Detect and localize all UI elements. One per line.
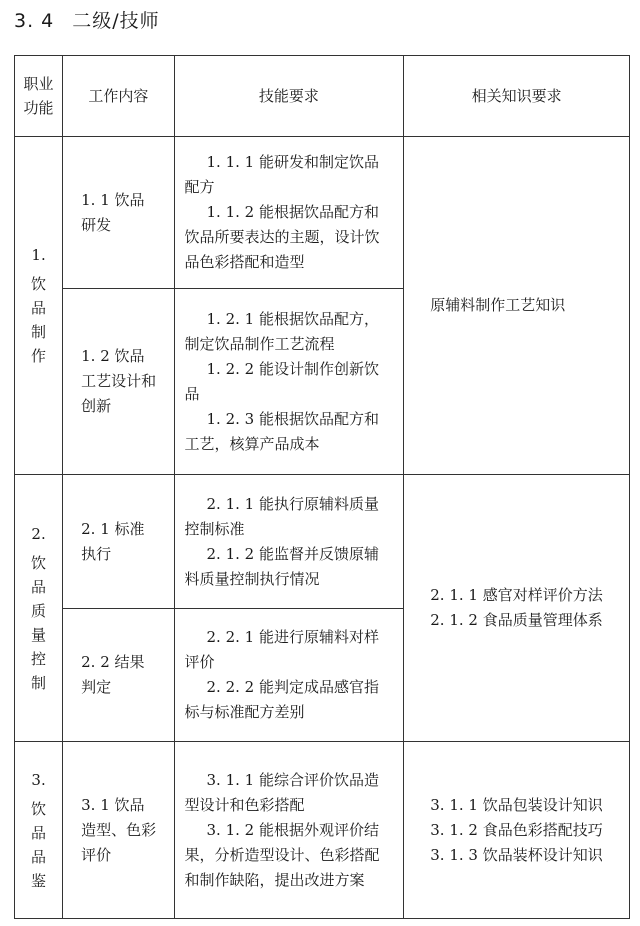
header-skills: 技能要求: [174, 56, 404, 137]
skill-item: 1. 1. 2 能根据饮品配方和饮品所要表达的主题，设计饮品色彩搭配和造型: [184, 203, 380, 271]
skill-item: 3. 1. 2 能根据外观评价结果，分析造型设计、色彩搭配和制作缺陷，提出改进方案: [184, 820, 380, 889]
knowledge-item: 3. 1. 1 饮品包装设计知识: [430, 795, 603, 814]
knowledge-item: 2. 1. 2 食品质量管理体系: [430, 611, 603, 629]
skill-item: 2. 1. 1 能执行原辅料质量控制标准: [184, 494, 379, 538]
skill-item: 1. 1. 1 能研发和制定饮品配方: [184, 153, 379, 196]
table-header-row: [15, 56, 630, 137]
skill-item: 2. 2. 2 能判定成品感官指标与标准配方差别: [184, 678, 379, 721]
skill-item: 1. 2. 1 能根据饮品配方，制定饮品制作工艺流程: [184, 309, 379, 353]
knowledge-item: 3. 1. 3 饮品装杯设计知识: [430, 845, 603, 864]
header-content: 工作内容: [63, 56, 174, 137]
function-cell: 1. 饮 品 制 作: [15, 137, 63, 475]
table-row: [15, 137, 630, 289]
content-cell: 1. 2 饮品 工艺设计和 创新: [63, 289, 174, 475]
function-cell: 3. 饮 品 品 鉴: [15, 742, 63, 919]
knowledge-cell: [404, 475, 630, 742]
skills-cell: [174, 609, 404, 742]
skill-item: 1. 2. 3 能根据饮品配方和工艺，核算产品成本: [184, 409, 379, 453]
table-row: [15, 475, 630, 609]
skills-cell: [174, 475, 404, 609]
section-title: 二级/技师: [72, 10, 160, 32]
knowledge-cell: [404, 137, 630, 475]
header-function: 职业 功能: [15, 56, 63, 137]
header-knowledge: 相关知识要求: [404, 56, 630, 137]
skills-cell: [174, 137, 404, 289]
section-heading: [14, 6, 160, 33]
skill-item: 1. 2. 2 能设计制作创新饮品: [184, 359, 379, 403]
content-cell: 3. 1 饮品 造型、色彩 评价: [63, 742, 174, 919]
function-cell: 2. 饮 品 质 量 控 制: [15, 475, 63, 742]
content-cell: 1. 1 饮品 研发: [63, 137, 174, 289]
skills-table: [14, 55, 630, 919]
content-cell: 2. 1 标准 执行: [63, 475, 174, 609]
skills-cell: [174, 742, 404, 919]
table-row: [15, 742, 630, 919]
knowledge-item: 3. 1. 2 食品色彩搭配技巧: [430, 820, 603, 839]
content-cell: 2. 2 结果 判定: [63, 609, 174, 742]
knowledge-item: 2. 1. 1 感官对样评价方法: [430, 586, 603, 604]
skill-item: 3. 1. 1 能综合评价饮品造型设计和色彩搭配: [184, 770, 379, 814]
knowledge-cell: [404, 742, 630, 919]
knowledge-item: 原辅料制作工艺知识: [430, 296, 566, 314]
skill-item: 2. 2. 1 能进行原辅料对样评价: [184, 628, 379, 671]
skills-cell: [174, 289, 404, 475]
section-number: 3. 4: [14, 10, 55, 32]
skill-item: 2. 1. 2 能监督并反馈原辅料质量控制执行情况: [184, 544, 379, 588]
